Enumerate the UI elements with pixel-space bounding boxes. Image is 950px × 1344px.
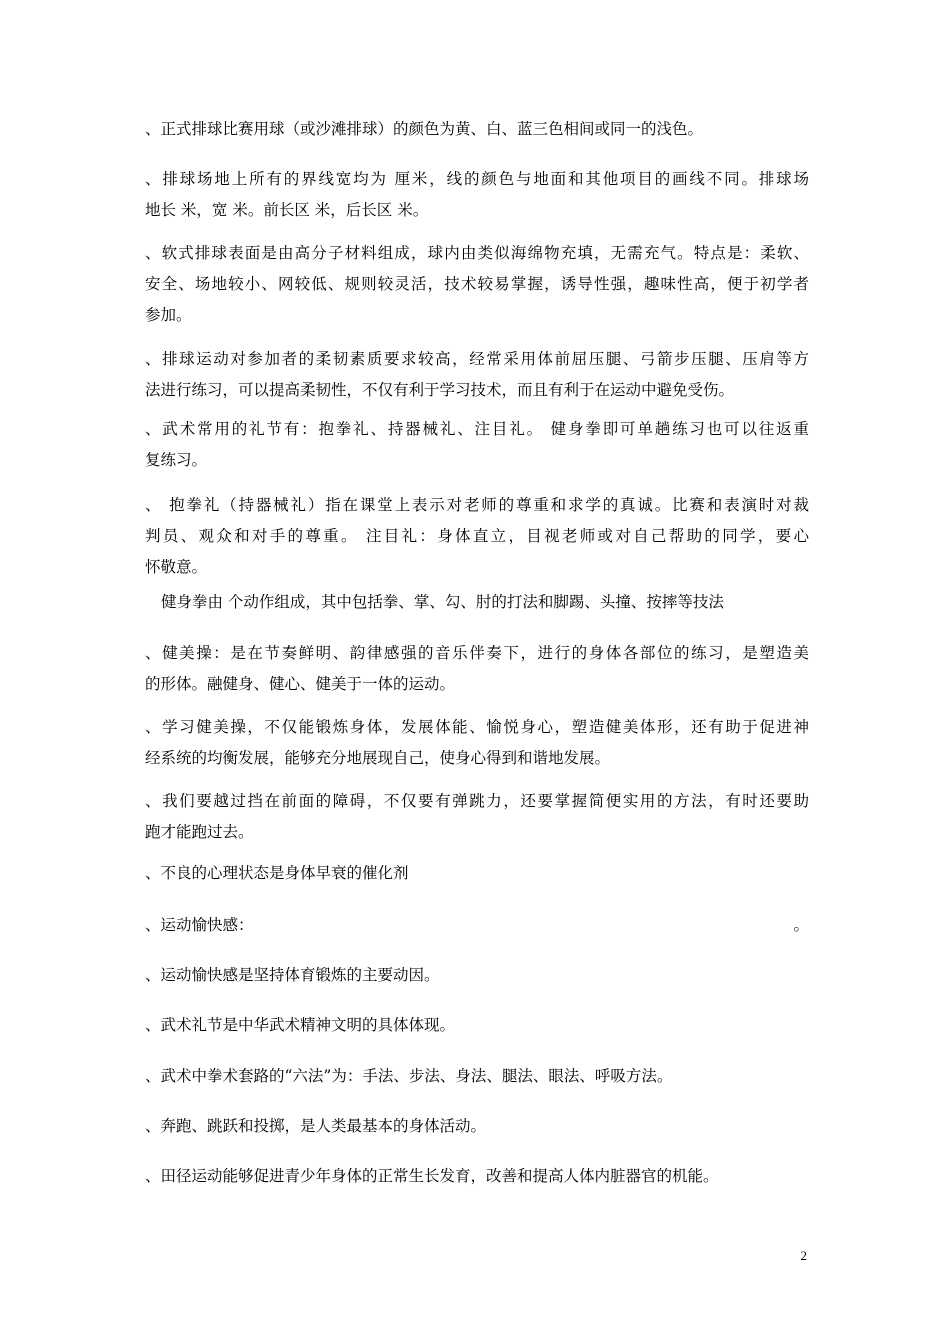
text-line: 、田径运动能够促进青少年身体的正常生长发育，改善和提高人体内脏器官的机能。 xyxy=(145,1167,719,1185)
text-line: 法进行练习，可以提高柔韧性，不仅有利于学习技术，而且有利于在运动中避免受伤。 xyxy=(145,381,735,399)
paragraph-salute xyxy=(145,490,809,583)
text-line: 健身拳由 个动作组成，其中包括拳、掌、勾、肘的打法和脚踢、头撞、按摔等技法 xyxy=(161,593,724,611)
paragraph-mental-state xyxy=(145,858,809,889)
text-line: 、武术中拳术套路的“六法”为：手法、步法、身法、腿法、眼法、呼吸方法。 xyxy=(145,1067,673,1085)
text-line: 、正式排球比赛用球（或沙滩排球）的颜色为黄、白、蓝三色相间或同一的浅色。 xyxy=(145,120,704,138)
paragraph-basic-activities xyxy=(145,1111,809,1142)
text-line: 参加。 xyxy=(145,306,192,324)
paragraph-martial-etiquette xyxy=(145,414,809,476)
paragraph-volleyball-color xyxy=(145,114,809,145)
text-line: 怀敬意。 xyxy=(145,558,208,576)
text-line: 、健美操：是在节奏鲜明、韵律感强的音乐伴奏下，进行的身体各部位的练习，是塑造美 xyxy=(145,644,809,662)
paragraph-track-field xyxy=(145,1161,809,1192)
text-line: 经系统的均衡发展，能够充分地展现自己，使身心得到和谐地发展。 xyxy=(145,749,611,767)
text-line: 、排球场地上所有的界线宽均为 厘米，线的颜色与地面和其他项目的画线不同。排球场 xyxy=(145,170,809,188)
text-line: 、武术礼节是中华武术精神文明的具体体现。 xyxy=(145,1016,456,1034)
text-line: 的形体。融健身、健心、健美于一体的运动。 xyxy=(145,675,456,693)
text-line: 、学习健美操，不仅能锻炼身体，发展体能、愉悦身心，塑造健美体形，还有助于促进神 xyxy=(145,718,809,736)
paragraph-exercise-pleasure-motive xyxy=(145,960,809,991)
paragraph-six-methods xyxy=(145,1061,809,1092)
paragraph-martial-civilization xyxy=(145,1010,809,1041)
paragraph-court-dimensions xyxy=(145,164,809,226)
paragraph-aerobics xyxy=(145,638,809,700)
text-line: 、 抱拳礼（持器械礼）指在课堂上表示对老师的尊重和求学的真诚。比赛和表演时对裁 xyxy=(145,496,809,514)
text-line: 安全、场地较小、网较低、规则较灵活，技术较易掌握，诱导性强，趣味性高，便于初学者 xyxy=(145,275,809,293)
paragraph-learning-aerobics xyxy=(145,712,809,774)
paragraph-soft-volleyball xyxy=(145,238,809,331)
text-line: 、排球运动对参加者的柔韧素质要求较高，经常采用体前屈压腿、弓箭步压腿、压肩等方 xyxy=(145,350,809,368)
paragraph-exercise-pleasure-definition xyxy=(145,910,809,941)
text-line: 、软式排球表面是由高分子材料组成，球内由类似海绵物充填，无需充气。特点是：柔软、 xyxy=(145,244,809,262)
paragraph-obstacles xyxy=(145,786,809,848)
paragraph-fitness-fist xyxy=(145,587,809,618)
text-line: 跑才能跑过去。 xyxy=(145,823,254,841)
text-line: 判员、观众和对手的尊重。 注目礼：身体直立，目视老师或对自己帮助的同学，要心 xyxy=(145,527,809,545)
paragraph-flexibility xyxy=(145,344,809,406)
fill-in-line xyxy=(145,910,809,941)
fill-in-label: 、运动愉快感： xyxy=(145,916,254,934)
page-number: 2 xyxy=(800,1248,807,1263)
text-line: 、不良的心理状态是身体早衰的催化剂 xyxy=(145,864,409,882)
text-line: 、武术常用的礼节有：抱拳礼、持器械礼、注目礼。 健身拳即可单趟练习也可以往返重 xyxy=(145,420,809,438)
text-line: 、我们要越过挡在前面的障碍，不仅要有弹跳力，还要掌握简便实用的方法，有时还要助 xyxy=(145,792,809,810)
text-line: 、运动愉快感是坚持体育锻炼的主要动因。 xyxy=(145,966,440,984)
text-line: 地长 米，宽 米。前长区 米，后长区 米。 xyxy=(145,201,429,219)
fill-in-end: 。 xyxy=(793,916,809,934)
text-line: 复练习。 xyxy=(145,451,208,469)
text-line: 、奔跑、跳跃和投掷，是人类最基本的身体活动。 xyxy=(145,1117,487,1135)
